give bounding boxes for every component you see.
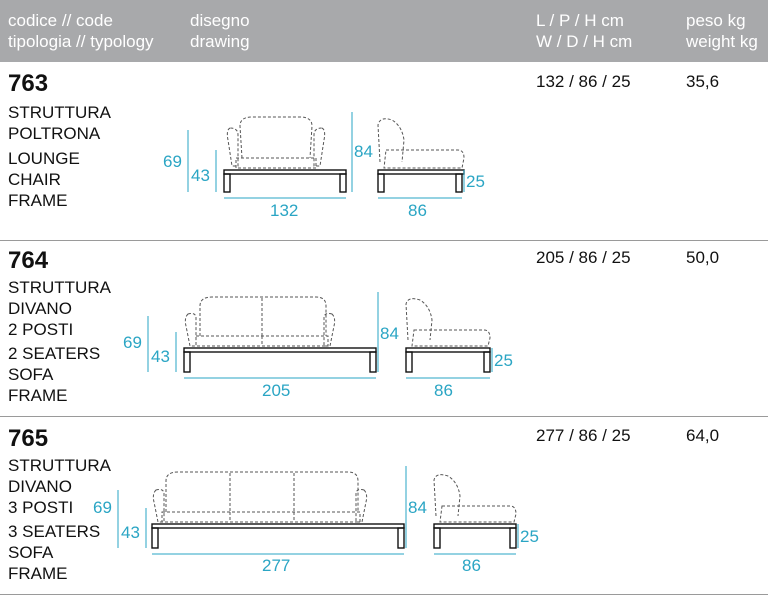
back-height-label: 84 — [380, 324, 399, 343]
three-seater-side-view — [434, 475, 516, 548]
depth-label: 86 — [434, 381, 453, 400]
back-height-label: 84 — [408, 498, 427, 517]
two-seater-front-dimensions — [123, 292, 399, 400]
depth-label: 86 — [408, 201, 427, 220]
seat-height-label: 43 — [151, 347, 170, 366]
two-seater-side-dimensions — [406, 348, 513, 400]
depth-label: 86 — [462, 556, 481, 575]
total-height-label: 69 — [123, 333, 142, 352]
description-line: STRUTTURA — [8, 278, 111, 297]
two-seater-front-view — [184, 297, 376, 372]
description-line: 2 SEATERS — [8, 344, 101, 363]
weight-header-line2: weight kg — [686, 32, 758, 51]
weight-header-line1: peso kg — [686, 11, 746, 30]
description-line: FRAME — [8, 191, 68, 210]
total-height-label: 69 — [163, 152, 182, 171]
total-height-label: 69 — [93, 498, 112, 517]
three-seater-side-dimensions — [434, 524, 539, 575]
drawing-header-line2: drawing — [190, 32, 250, 51]
width-label: 132 — [270, 201, 299, 220]
description-line: STRUTTURA — [8, 103, 111, 122]
width-label: 277 — [262, 556, 291, 575]
product-code: 765 — [8, 425, 49, 452]
code-header-line1: codice // code — [8, 11, 113, 30]
description-line: FRAME — [8, 564, 68, 583]
description-line: SOFA — [8, 543, 54, 562]
seat-height-label: 43 — [191, 166, 210, 185]
product-dimensions: 277 / 86 / 25 — [536, 426, 631, 445]
frame-height-label: 25 — [494, 351, 513, 370]
description-line: DIVANO — [8, 299, 72, 318]
description-line: CHAIR — [8, 170, 61, 189]
product-weight: 50,0 — [686, 248, 720, 267]
three-seater-front-view — [152, 472, 404, 548]
width-label: 205 — [262, 381, 291, 400]
dims-header-line2: W / D / H cm — [536, 32, 633, 51]
frame-height-label: 25 — [466, 172, 485, 191]
product-weight: 35,6 — [686, 72, 720, 91]
description-line: 3 SEATERS — [8, 522, 101, 541]
description-line: LOUNGE — [8, 149, 80, 168]
armchair-front-dimensions — [163, 112, 373, 220]
product-dimensions: 205 / 86 / 25 — [536, 248, 631, 267]
description-line: SOFA — [8, 365, 54, 384]
description-line: 3 POSTI — [8, 498, 74, 517]
description-line: FRAME — [8, 386, 68, 405]
code-header-line2: tipologia // typology — [8, 32, 154, 51]
armchair-side-view — [378, 119, 464, 192]
back-height-label: 84 — [354, 142, 373, 161]
seat-height-label: 43 — [121, 523, 140, 542]
product-code: 764 — [8, 247, 49, 274]
armchair-side-dimensions — [378, 170, 485, 220]
description-line: POLTRONA — [8, 124, 101, 143]
description-line: DIVANO — [8, 477, 72, 496]
product-weight: 64,0 — [686, 426, 720, 445]
frame-height-label: 25 — [520, 527, 539, 546]
two-seater-side-view — [406, 299, 490, 372]
product-code: 763 — [8, 70, 49, 97]
drawing-header-line1: disegno — [190, 11, 250, 30]
product-dimensions: 132 / 86 / 25 — [536, 72, 631, 91]
three-seater-front-dimensions — [93, 466, 427, 575]
description-line: 2 POSTI — [8, 320, 74, 339]
armchair-front-view — [224, 117, 346, 192]
dims-header-line1: L / P / H cm — [536, 11, 624, 30]
description-line: STRUTTURA — [8, 456, 111, 475]
